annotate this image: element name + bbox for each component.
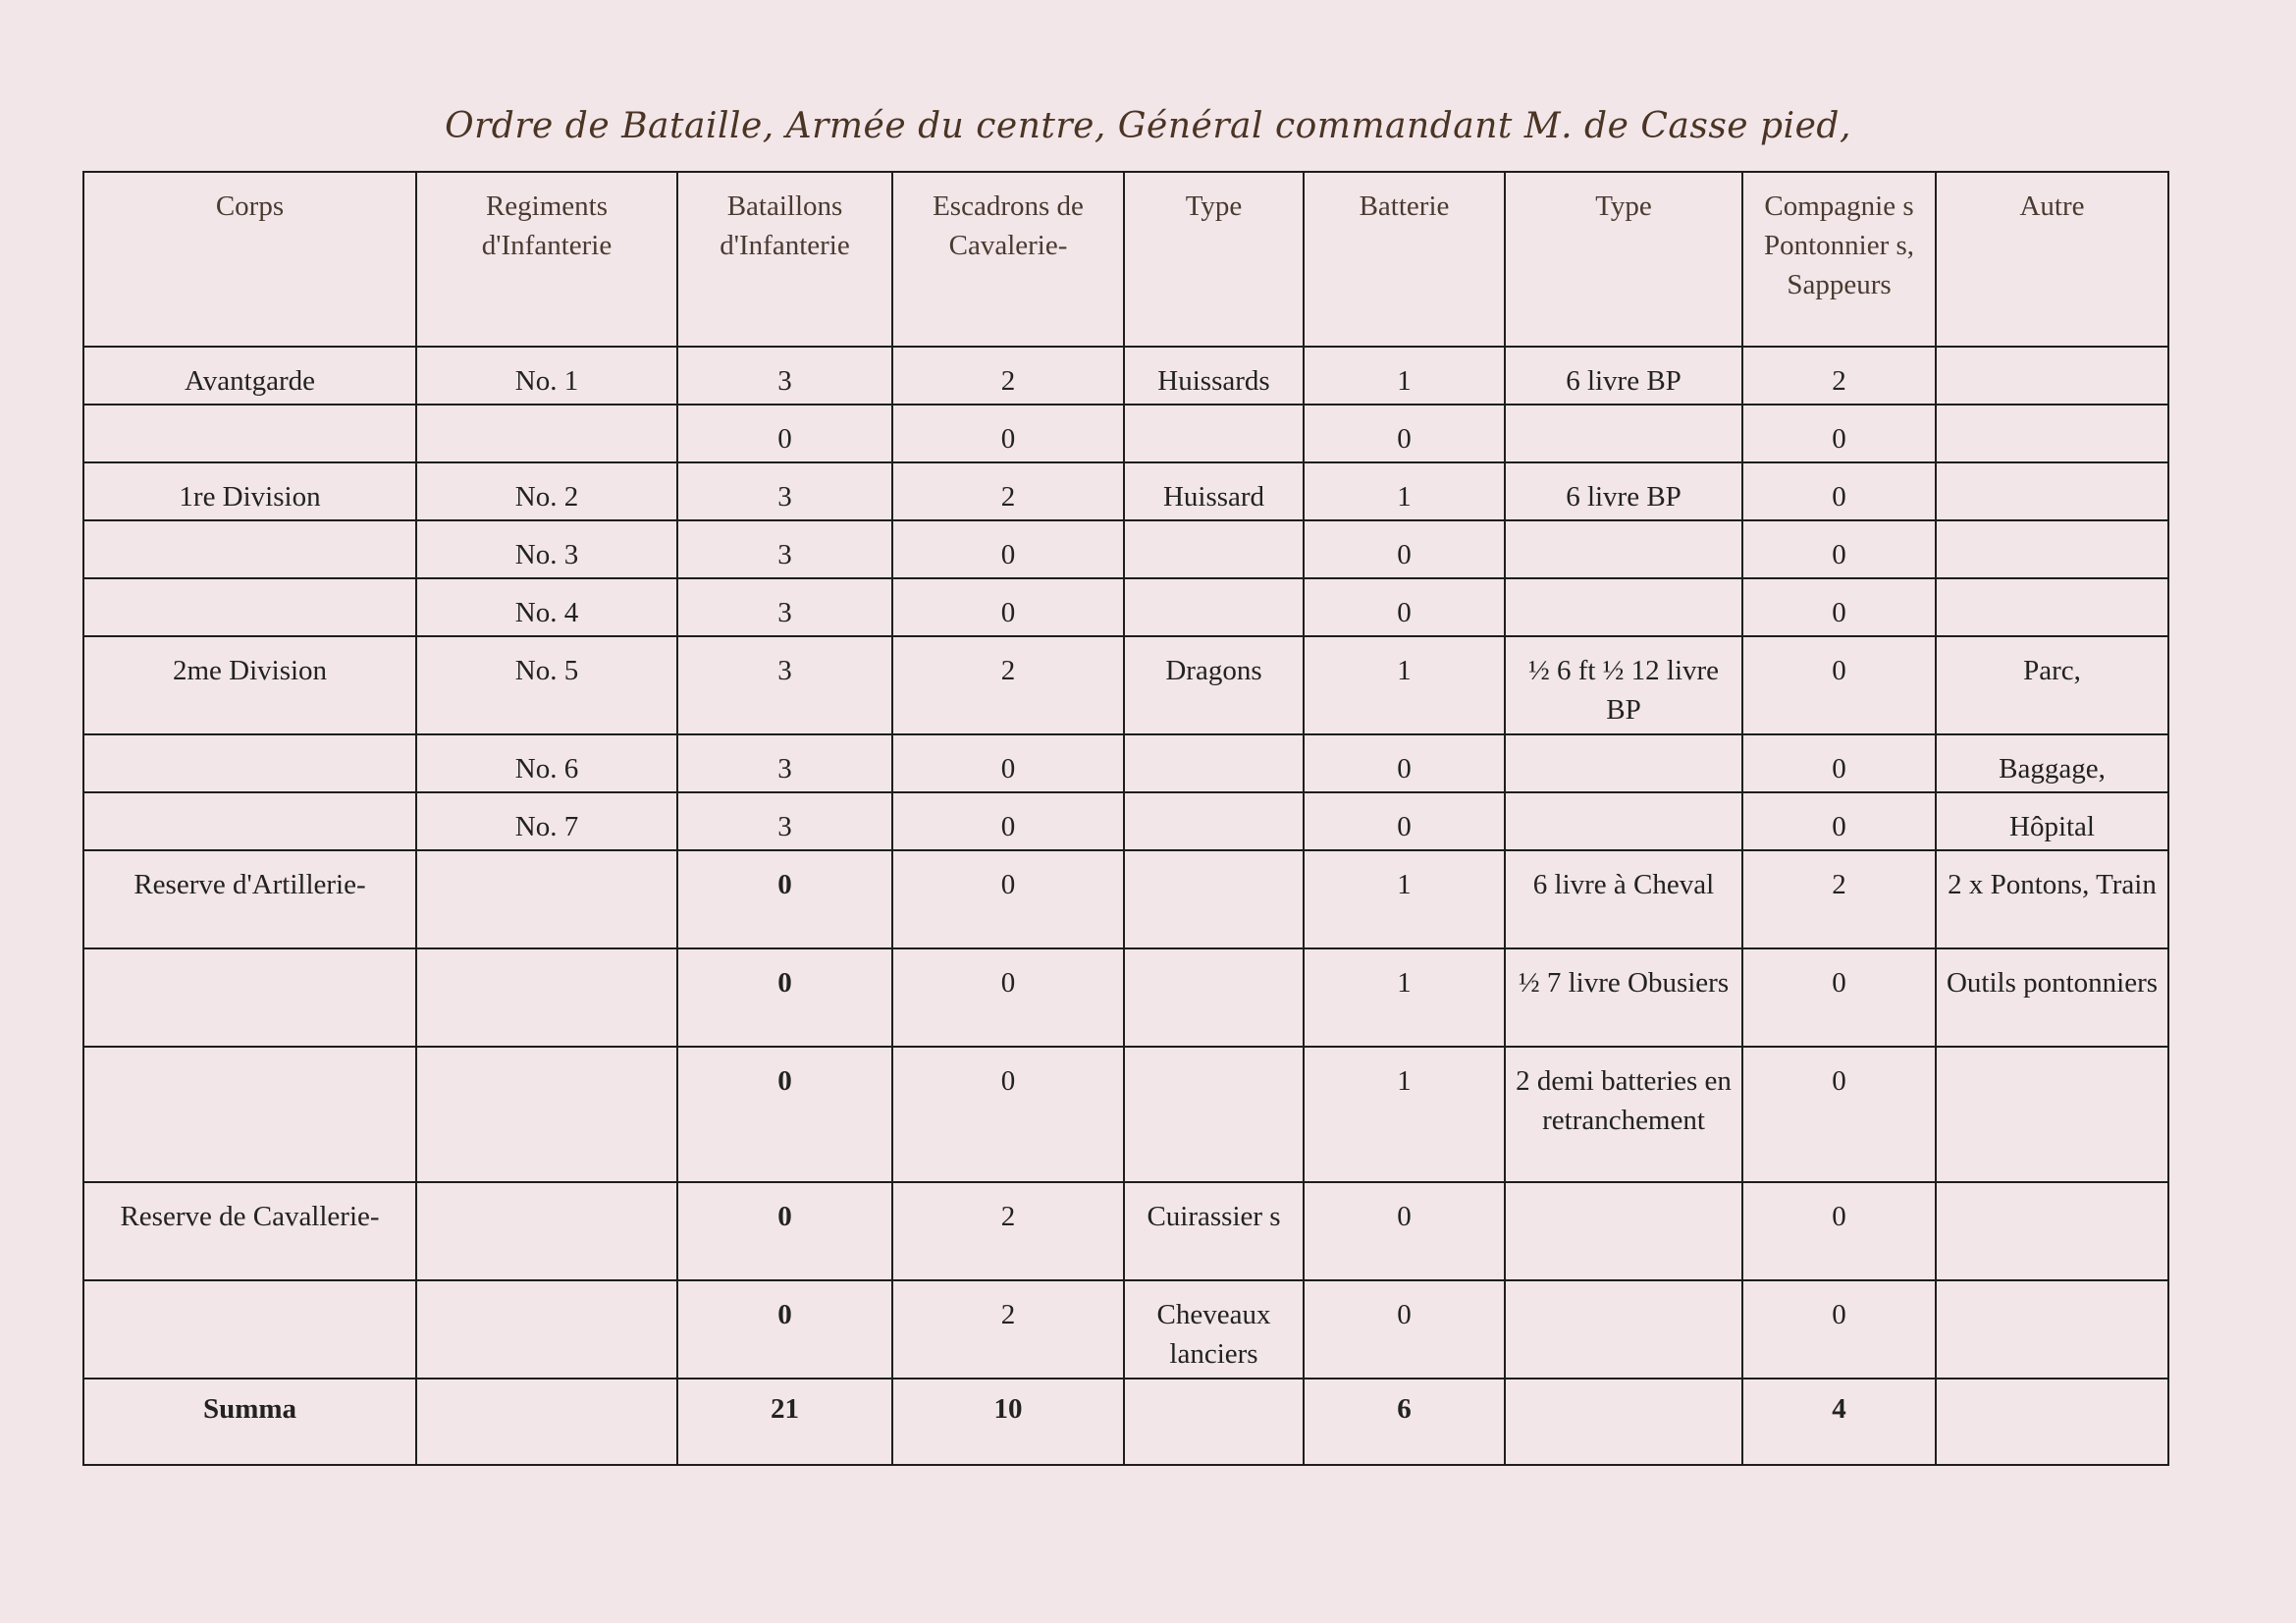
cell-cavalry-type: Cuirassier s	[1124, 1182, 1304, 1280]
cell-artillery-type	[1505, 1182, 1742, 1280]
header-batterie: Batterie	[1304, 172, 1505, 347]
cell-corps	[83, 520, 416, 578]
cell-regiment	[416, 1182, 677, 1280]
cell-artillery-type	[1505, 792, 1742, 850]
summary-label: Summa	[83, 1379, 416, 1465]
header-regiments: Regiments d'Infanterie	[416, 172, 677, 347]
cell-regiment: No. 2	[416, 462, 677, 520]
table-row	[83, 462, 2168, 520]
cell-escadrons: 2	[892, 636, 1124, 734]
summary-row	[83, 1379, 2168, 1465]
cell-escadrons: 2	[892, 1280, 1124, 1379]
cell-compagnies: 0	[1742, 1280, 1936, 1379]
cell-corps: 2me Division	[83, 636, 416, 734]
document-title: Ordre de Bataille, Armée du centre, Général commandant M. de Casse pied,	[445, 106, 1851, 146]
cell-batterie: 1	[1304, 462, 1505, 520]
table-row	[83, 520, 2168, 578]
cell-cavalry-type: Huissards	[1124, 347, 1304, 405]
cell-cavalry-type	[1124, 578, 1304, 636]
cell-corps: Avantgarde	[83, 347, 416, 405]
cell-cavalry-type	[1124, 1047, 1304, 1182]
cell-regiment: No. 6	[416, 734, 677, 792]
cell-escadrons: 0	[892, 520, 1124, 578]
cell-autre	[1936, 1280, 2168, 1379]
summary-batterie-total: 6	[1304, 1379, 1505, 1465]
cell-regiment	[416, 850, 677, 948]
cell-bataillons: 0	[677, 850, 892, 948]
table-row	[83, 347, 2168, 405]
cell-corps: Reserve de Cavallerie-	[83, 1182, 416, 1280]
summary-autre	[1936, 1379, 2168, 1465]
cell-batterie: 0	[1304, 405, 1505, 462]
header-escadrons: Escadrons de Cavalerie-	[892, 172, 1124, 347]
cell-escadrons: 0	[892, 734, 1124, 792]
cell-autre: Baggage,	[1936, 734, 2168, 792]
cell-compagnies: 0	[1742, 1182, 1936, 1280]
cell-batterie: 1	[1304, 850, 1505, 948]
cell-autre	[1936, 520, 2168, 578]
header-compagnies: Compagnie s Pontonnier s, Sappeurs	[1742, 172, 1936, 347]
cell-cavalry-type: Cheveaux lanciers	[1124, 1280, 1304, 1379]
cell-compagnies: 2	[1742, 347, 1936, 405]
cell-corps: Reserve d'Artillerie-	[83, 850, 416, 948]
summary-escadrons-total: 10	[892, 1379, 1124, 1465]
cell-cavalry-type	[1124, 948, 1304, 1047]
cell-regiment	[416, 1280, 677, 1379]
cell-batterie: 0	[1304, 792, 1505, 850]
cell-regiment: No. 7	[416, 792, 677, 850]
cell-corps	[83, 734, 416, 792]
cell-batterie: 0	[1304, 578, 1505, 636]
cell-bataillons: 0	[677, 1182, 892, 1280]
cell-compagnies: 0	[1742, 520, 1936, 578]
header-type-cavalry: Type	[1124, 172, 1304, 347]
cell-cavalry-type	[1124, 405, 1304, 462]
summary-compagnies-total: 4	[1742, 1379, 1936, 1465]
cell-regiment: No. 3	[416, 520, 677, 578]
cell-escadrons: 2	[892, 462, 1124, 520]
table-row	[83, 1280, 2168, 1379]
table-row	[83, 578, 2168, 636]
table-row	[83, 636, 2168, 734]
cell-corps: 1re Division	[83, 462, 416, 520]
table-row	[83, 1047, 2168, 1182]
cell-escadrons: 0	[892, 578, 1124, 636]
cell-autre	[1936, 1182, 2168, 1280]
cell-escadrons: 0	[892, 850, 1124, 948]
cell-compagnies: 0	[1742, 1047, 1936, 1182]
cell-autre	[1936, 578, 2168, 636]
table-row	[83, 1182, 2168, 1280]
cell-escadrons: 0	[892, 405, 1124, 462]
cell-corps	[83, 1047, 416, 1182]
cell-escadrons: 2	[892, 347, 1124, 405]
cell-artillery-type	[1505, 734, 1742, 792]
table-row	[83, 405, 2168, 462]
cell-bataillons: 0	[677, 1280, 892, 1379]
table-row	[83, 792, 2168, 850]
cell-cavalry-type: Dragons	[1124, 636, 1304, 734]
cell-batterie: 0	[1304, 734, 1505, 792]
order-of-battle-table	[82, 171, 2169, 1466]
header-bataillons: Bataillons d'Infanterie	[677, 172, 892, 347]
cell-bataillons: 3	[677, 734, 892, 792]
cell-regiment	[416, 948, 677, 1047]
cell-regiment	[416, 1047, 677, 1182]
cell-autre: Outils pontonniers	[1936, 948, 2168, 1047]
cell-autre: 2 x Pontons, Train	[1936, 850, 2168, 948]
cell-autre	[1936, 1047, 2168, 1182]
cell-bataillons: 3	[677, 462, 892, 520]
cell-regiment	[416, 405, 677, 462]
table-row	[83, 734, 2168, 792]
cell-batterie: 0	[1304, 1280, 1505, 1379]
cell-corps	[83, 792, 416, 850]
cell-bataillons: 3	[677, 347, 892, 405]
cell-autre	[1936, 405, 2168, 462]
cell-corps	[83, 578, 416, 636]
cell-batterie: 0	[1304, 1182, 1505, 1280]
cell-corps	[83, 948, 416, 1047]
cell-artillery-type: 6 livre à Cheval	[1505, 850, 1742, 948]
cell-compagnies: 0	[1742, 405, 1936, 462]
cell-batterie: 1	[1304, 948, 1505, 1047]
header-row	[83, 172, 2168, 347]
cell-artillery-type	[1505, 1280, 1742, 1379]
cell-cavalry-type	[1124, 520, 1304, 578]
cell-bataillons: 3	[677, 636, 892, 734]
cell-artillery-type: 6 livre BP	[1505, 347, 1742, 405]
cell-artillery-type: ½ 6 ft ½ 12 livre BP	[1505, 636, 1742, 734]
cell-artillery-type: 2 demi batteries en retranchement	[1505, 1047, 1742, 1182]
header-type-artillery: Type	[1505, 172, 1742, 347]
summary-cavalry-type	[1124, 1379, 1304, 1465]
cell-bataillons: 0	[677, 1047, 892, 1182]
cell-autre: Hôpital	[1936, 792, 2168, 850]
cell-bataillons: 0	[677, 405, 892, 462]
cell-bataillons: 3	[677, 520, 892, 578]
cell-compagnies: 0	[1742, 734, 1936, 792]
header-autre: Autre	[1936, 172, 2168, 347]
header-corps: Corps	[83, 172, 416, 347]
summary-artillery-type	[1505, 1379, 1742, 1465]
cell-escadrons: 0	[892, 792, 1124, 850]
cell-autre: Parc,	[1936, 636, 2168, 734]
cell-batterie: 0	[1304, 520, 1505, 578]
cell-regiment: No. 5	[416, 636, 677, 734]
cell-cavalry-type	[1124, 792, 1304, 850]
cell-autre	[1936, 347, 2168, 405]
cell-batterie: 1	[1304, 636, 1505, 734]
cell-cavalry-type	[1124, 734, 1304, 792]
cell-artillery-type	[1505, 520, 1742, 578]
cell-artillery-type	[1505, 578, 1742, 636]
cell-regiment: No. 4	[416, 578, 677, 636]
cell-bataillons: 3	[677, 792, 892, 850]
cell-escadrons: 0	[892, 948, 1124, 1047]
cell-regiment: No. 1	[416, 347, 677, 405]
cell-compagnies: 0	[1742, 462, 1936, 520]
cell-compagnies: 0	[1742, 578, 1936, 636]
cell-batterie: 1	[1304, 1047, 1505, 1182]
cell-compagnies: 0	[1742, 792, 1936, 850]
cell-artillery-type	[1505, 405, 1742, 462]
cell-batterie: 1	[1304, 347, 1505, 405]
cell-artillery-type: ½ 7 livre Obusiers	[1505, 948, 1742, 1047]
summary-regiments	[416, 1379, 677, 1465]
cell-bataillons: 0	[677, 948, 892, 1047]
table-row	[83, 948, 2168, 1047]
cell-corps	[83, 405, 416, 462]
cell-autre	[1936, 462, 2168, 520]
cell-cavalry-type	[1124, 850, 1304, 948]
cell-artillery-type: 6 livre BP	[1505, 462, 1742, 520]
cell-compagnies: 0	[1742, 636, 1936, 734]
cell-corps	[83, 1280, 416, 1379]
cell-cavalry-type: Huissard	[1124, 462, 1304, 520]
table-row	[83, 850, 2168, 948]
cell-bataillons: 3	[677, 578, 892, 636]
cell-escadrons: 2	[892, 1182, 1124, 1280]
cell-compagnies: 2	[1742, 850, 1936, 948]
cell-compagnies: 0	[1742, 948, 1936, 1047]
cell-escadrons: 0	[892, 1047, 1124, 1182]
summary-bataillons-total: 21	[677, 1379, 892, 1465]
